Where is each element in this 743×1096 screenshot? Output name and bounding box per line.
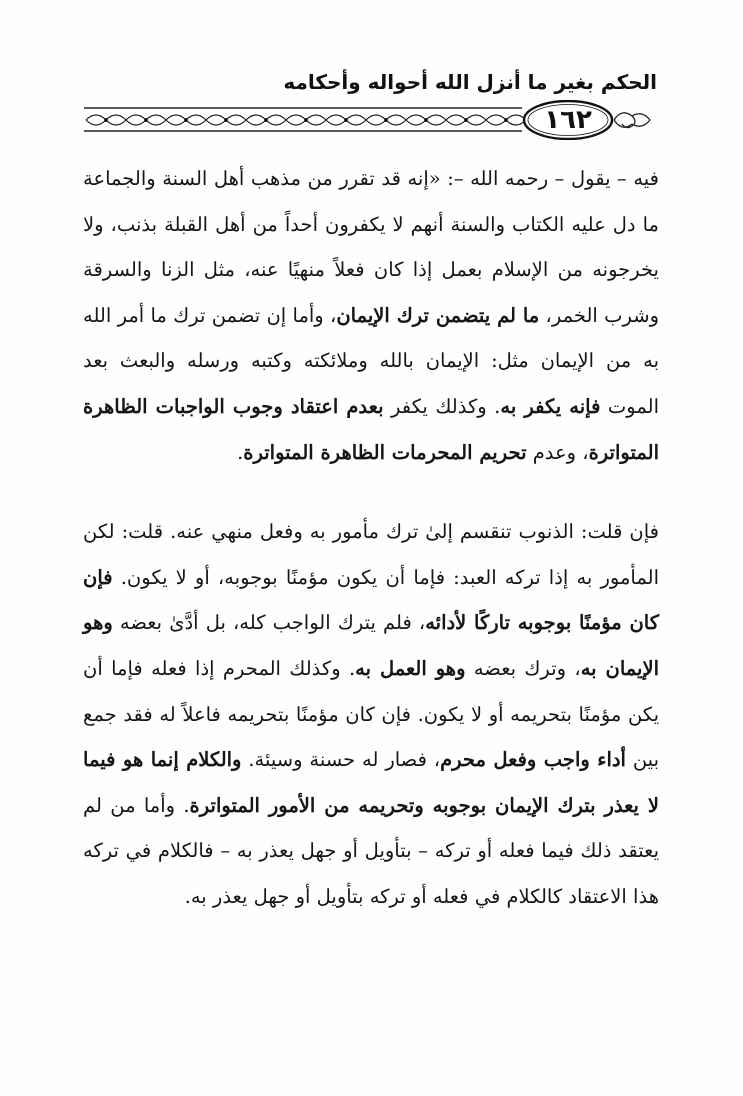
bold-text-segment: ما لم يتضمن ترك الإيمان: [336, 303, 540, 327]
text-segment: . وأما من لم يعتقد ذلك فيما فعله أو تركه – بتأويل أو جهل يعذر به – فالكلام في تركه هذا الاعتقاد كالكلام في فعله أو تركه بتأويل أو جهل يعذر به.: [83, 793, 659, 908]
running-header-title: الحكم بغير ما أنزل الله أحواله وأحكامه: [283, 70, 657, 94]
text-segment: ، وأما إن تضمن ترك ما أمر الله به من الإيمان مثل: الإيمان بالله وملائكته وكتبه ورسله والبعث بعد الموت: [83, 303, 659, 418]
bold-text-segment: والكلام إنما هو فيما لا يعذر بترك الإيمان بوجوبه وتحريمه من الأمور المتواترة: [83, 748, 659, 817]
text-segment: . وكذلك يكفر: [383, 394, 501, 418]
bold-text-segment: وهو العمل به: [355, 656, 466, 680]
text-segment: . وكذلك المحرم إذا فعله فإما أن يكن مؤمنًا بتحريمه أو لا يكون. فإن كان مؤمنًا بتحريمه فاعلاً له فقد جمع بين: [83, 656, 659, 772]
body-text: [83, 156, 659, 920]
paragraph-2: [83, 509, 659, 919]
text-segment: ، وترك بعضه: [465, 656, 581, 680]
text-segment: .: [237, 440, 244, 464]
text-segment: فإن قلت: الذنوب تنقسم إلىٰ ترك مأمور به وفعل منهي عنه. قلت: لكن المأمور به إذا تركه العبد: فإما أن يكون مؤمنًا بوجوبه، أو لا يكون.: [83, 520, 659, 589]
bold-text-segment: بعدم اعتقاد وجوب الواجبات الظاهرة المتواترة: [83, 394, 659, 464]
text-segment: فيه – يقول – رحمه الله –: «إنه قد تقرر من مذهب أهل السنة والجماعة ما دل عليه الكتاب والسنة أنهم لا يكفرون أحداً من أهل القبلة بذنب، ولا يخرجونه من الإسلام بعمل إذا كان فعلاً منهيًا عنه، مثل الزنا والسرقة وشرب الخمر،: [83, 167, 660, 327]
text-segment: ، فلم يترك الواجب كله، بل أدَّىٰ بعضه: [112, 611, 426, 635]
text-segment: ، وعدم: [526, 440, 589, 464]
bold-text-segment: وهو الإيمان به: [83, 611, 660, 680]
bold-text-segment: فإنه يكفر به: [500, 394, 601, 418]
bold-text-segment: أداء واجب وفعل محرم: [440, 748, 626, 772]
page-number: ١٦٢: [544, 105, 592, 135]
paragraph-1: [83, 156, 659, 475]
bold-text-segment: تحريم المحرمات الظاهرة المتواترة: [243, 440, 527, 464]
text-segment: ، فصار له حسنة وسيئة.: [241, 748, 441, 772]
bold-text-segment: فإن كان مؤمنًا بوجوبه تاركًا لأدائه: [83, 565, 659, 635]
